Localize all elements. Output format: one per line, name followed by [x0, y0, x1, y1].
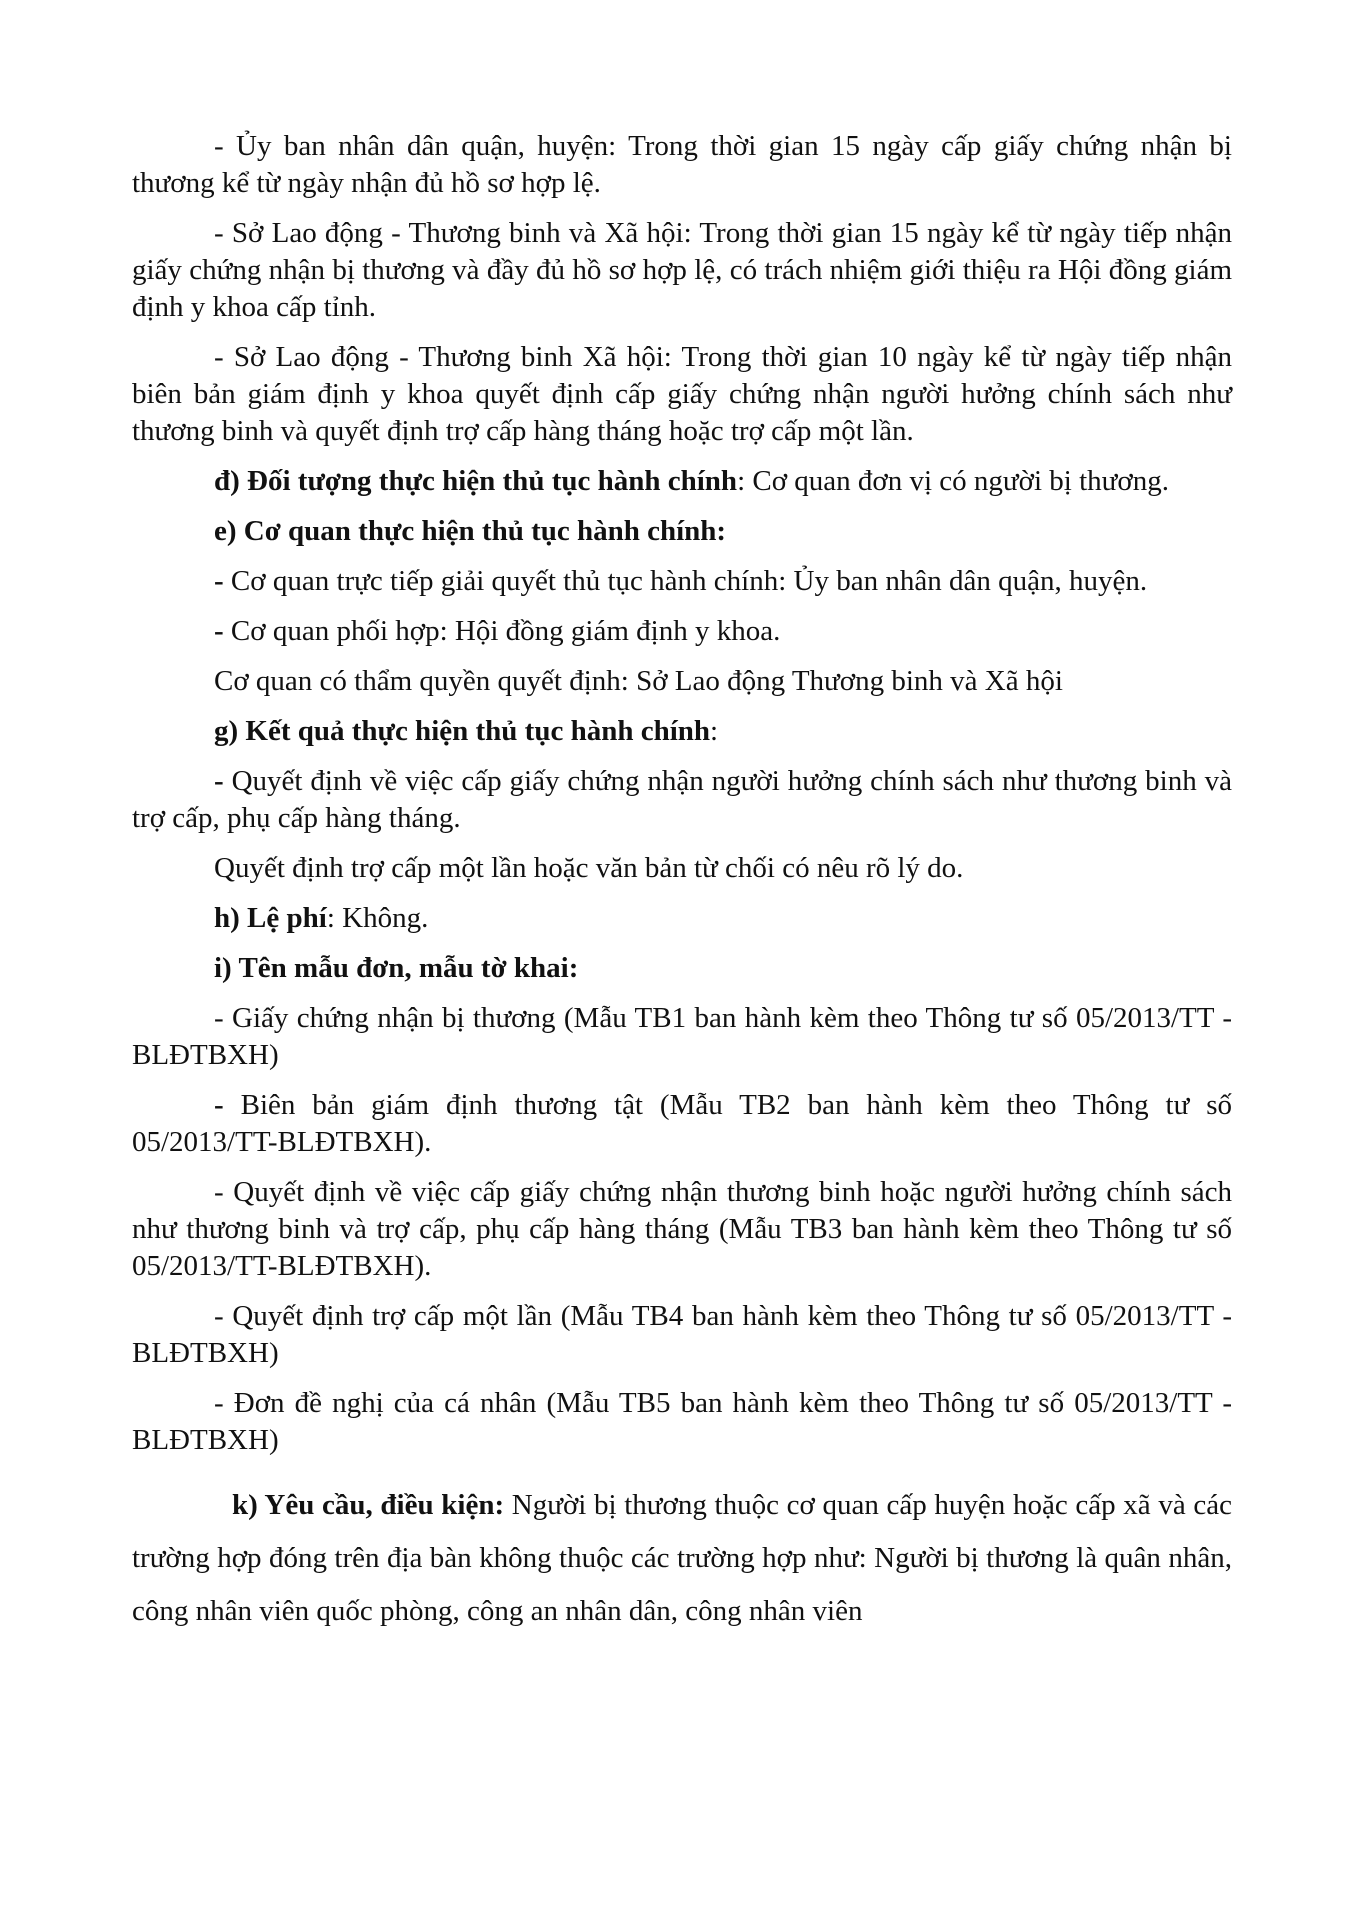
paragraph-text: Cơ quan có thẩm quyền quyết định: Sở Lao động Thương binh và Xã hội [214, 665, 1063, 697]
paragraph-coordinating-agency [132, 613, 1232, 650]
paragraph-form-tb3 [132, 1174, 1232, 1285]
section-heading: k) Yêu cầu, điều kiện: [232, 1489, 505, 1521]
paragraph-text: - Quyết định về việc cấp giấy chứng nhận thương binh hoặc người hưởng chính sách như thương binh và trợ cấp, phụ cấp hàng tháng (Mẫu TB3 ban hành kèm theo Thông tư số 05/2013/TT-BLĐTBXH). [132, 1176, 1232, 1282]
paragraph-direct-agency [132, 563, 1232, 600]
bullet-dash: - [214, 765, 224, 797]
paragraph-labour-department-15-days [132, 215, 1232, 326]
bullet-dash: - [214, 615, 224, 647]
paragraph-district-committee [132, 128, 1232, 202]
section-text: : Không. [326, 902, 429, 934]
section-i-forms-heading [132, 950, 1232, 987]
paragraph-text: - Ủy ban nhân dân quận, huyện: Trong thời gian 15 ngày cấp giấy chứng nhận bị thương kể từ ngày nhận đủ hồ sơ hợp lệ. [132, 130, 1232, 199]
paragraph-form-tb1 [132, 1000, 1232, 1074]
section-e-heading [132, 513, 1232, 550]
paragraph-text: - Quyết định trợ cấp một lần (Mẫu TB4 ban hành kèm theo Thông tư số 05/2013/TT -BLĐTBXH) [132, 1300, 1232, 1369]
bullet-dash: - [214, 1089, 224, 1121]
section-heading: i) Tên mẫu đơn, mẫu tờ khai: [214, 952, 579, 984]
paragraph-text: Quyết định về việc cấp giấy chứng nhận người hưởng chính sách như thương binh và trợ cấp, phụ cấp hàng tháng. [132, 765, 1232, 834]
paragraph-text: Cơ quan trực tiếp giải quyết thủ tục hành chính: Ủy ban nhân dân quận, huyện. [223, 565, 1148, 597]
paragraph-text: Cơ quan phối hợp: Hội đồng giám định y khoa. [223, 615, 781, 647]
section-d-subjects [132, 463, 1232, 500]
paragraph-deciding-agency [132, 663, 1232, 700]
paragraph-text: - Giấy chứng nhận bị thương (Mẫu TB1 ban hành kèm theo Thông tư số 05/2013/TT -BLĐTBXH) [132, 1002, 1232, 1071]
section-heading: g) Kết quả thực hiện thủ tục hành chính [214, 715, 711, 747]
paragraph-text: - Sở Lao động - Thương binh và Xã hội: Trong thời gian 15 ngày kể từ ngày tiếp nhận giấy chứng nhận bị thương và đầy đủ hồ sơ hợp lệ, có trách nhiệm giới thiệu ra Hội đồng giám định y khoa cấp tỉnh. [132, 217, 1232, 323]
paragraph-form-tb5 [132, 1385, 1232, 1459]
document-body [132, 128, 1232, 1651]
section-heading: h) Lệ phí [214, 902, 327, 934]
section-text: : Cơ quan đơn vị có người bị thương. [737, 465, 1169, 497]
paragraph-one-time-allowance [132, 850, 1232, 887]
section-text: Người bị thương thuộc cơ quan cấp huyện hoặc cấp xã và các trường hợp đóng trên địa bàn không thuộc các trường hợp như: Người bị thương là quân nhân, công nhân viên quốc phòng, công an nhân dân, công nhân viên [132, 1489, 1232, 1627]
paragraph-certificate-decision [132, 763, 1232, 837]
bullet-dash: - [214, 565, 224, 597]
paragraph-form-tb4 [132, 1298, 1232, 1372]
paragraph-form-tb2 [132, 1087, 1232, 1161]
section-k-requirements [132, 1479, 1232, 1638]
paragraph-labour-department-10-days [132, 339, 1232, 450]
section-heading: đ) Đối tượng thực hiện thủ tục hành chính [214, 465, 738, 497]
section-text: : [710, 715, 719, 747]
section-h-fees [132, 900, 1232, 937]
paragraph-text: Biên bản giám định thương tật (Mẫu TB2 ban hành kèm theo Thông tư số 05/2013/TT-BLĐTBXH). [132, 1089, 1232, 1158]
paragraph-text: Quyết định trợ cấp một lần hoặc văn bản từ chối có nêu rõ lý do. [214, 852, 964, 884]
paragraph-text: - Sở Lao động - Thương binh Xã hội: Trong thời gian 10 ngày kể từ ngày tiếp nhận biên bản giám định y khoa quyết định cấp giấy chứng nhận người hưởng chính sách như thương binh và quyết định trợ cấp hàng tháng hoặc trợ cấp một lần. [132, 341, 1232, 447]
paragraph-text: - Đơn đề nghị của cá nhân (Mẫu TB5 ban hành kèm theo Thông tư số 05/2013/TT -BLĐTBXH) [132, 1387, 1232, 1456]
section-g-results [132, 713, 1232, 750]
section-heading: e) Cơ quan thực hiện thủ tục hành chính: [214, 515, 727, 547]
